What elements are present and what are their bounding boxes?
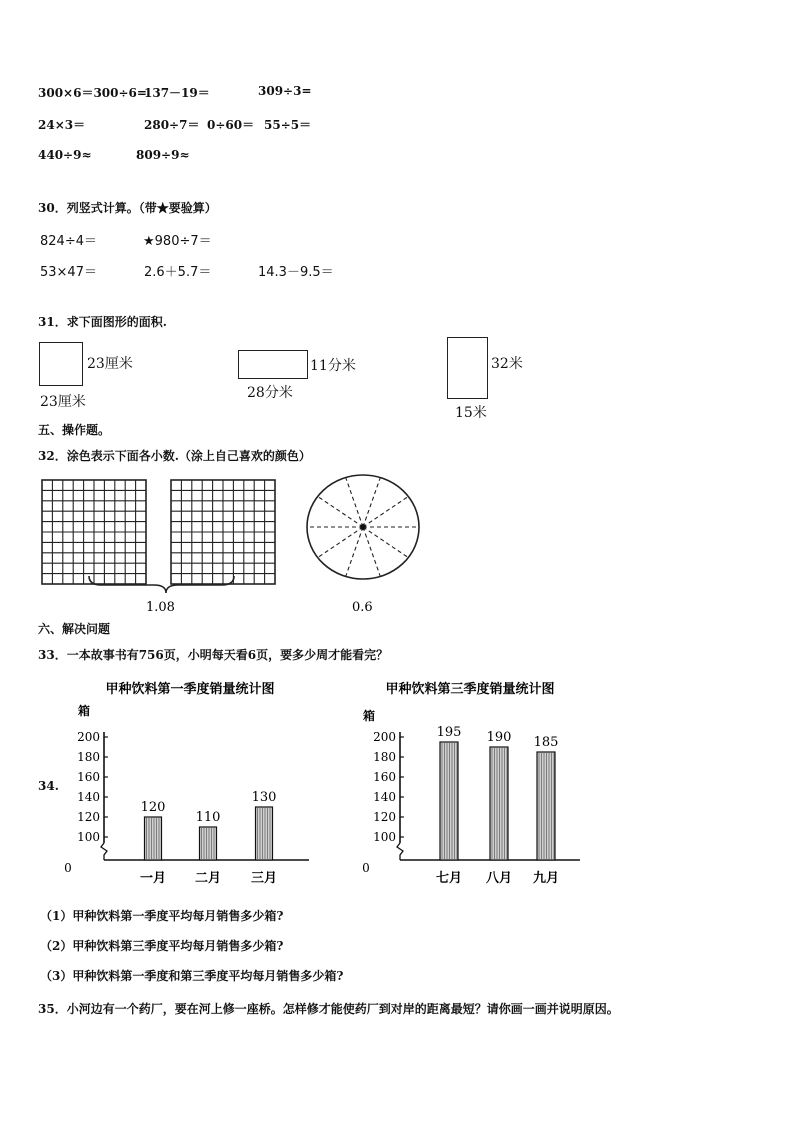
y-axis-label: 箱 — [363, 709, 376, 723]
section-6-heading: 六、解决问题 — [38, 622, 111, 636]
grid-label: 1.08 — [146, 600, 175, 615]
calc-item: 0÷60＝ — [207, 118, 255, 132]
calc-item: ★980÷7＝ — [143, 234, 212, 249]
bar-value-label: 130 — [251, 790, 277, 805]
y-zero-label: 0 — [64, 861, 72, 875]
square-bottom-label: 23厘米 — [40, 394, 86, 410]
question-34-number: 34. — [38, 779, 59, 793]
x-tick-label: 七月 — [435, 871, 463, 886]
calc-item: 55÷5＝ — [264, 118, 312, 132]
x-tick-label: 八月 — [485, 871, 513, 886]
y-tick-label: 120 — [373, 810, 396, 824]
square-side-label: 23厘米 — [87, 356, 133, 372]
y-zero-label: 0 — [362, 861, 370, 875]
bar — [440, 742, 458, 860]
bar-value-label: 120 — [140, 800, 166, 815]
bar-value-label: 190 — [486, 730, 512, 745]
y-tick-label: 120 — [77, 810, 100, 824]
bar-value-label: 110 — [195, 810, 221, 825]
question-32-title: 32．涂色表示下面各小数.（涂上自己喜欢的颜色） — [38, 449, 311, 463]
calc-item: 2.6＋5.7＝ — [144, 265, 212, 280]
calc-item: 53×47＝ — [40, 265, 97, 280]
chart-q1 — [60, 675, 340, 895]
calc-item: 309÷3= — [258, 84, 312, 98]
bar — [200, 827, 217, 860]
tall-rectangle-side-label: 32米 — [491, 356, 523, 372]
divided-circle[interactable] — [307, 475, 419, 579]
x-tick-label: 九月 — [532, 871, 560, 886]
tall-rectangle-shape — [447, 337, 488, 399]
chart-title: 甲种饮料第一季度销量统计图 — [105, 682, 275, 697]
rectangle-shape — [238, 350, 308, 379]
hundred-grid-2[interactable] — [171, 480, 275, 584]
hundred-grid-1[interactable] — [42, 480, 146, 584]
chart-q3 — [358, 675, 638, 895]
decimal-figures — [36, 472, 436, 617]
section-5-heading: 五、操作题。 — [38, 423, 111, 437]
y-tick-label: 140 — [77, 790, 100, 804]
calc-item: 280÷7＝ — [144, 118, 200, 132]
circle-label: 0.6 — [352, 600, 373, 615]
calc-item: 440÷9≈ — [38, 148, 92, 162]
tall-rectangle-bottom-label: 15米 — [455, 405, 487, 421]
y-tick-label: 100 — [373, 830, 396, 844]
question-30-title: 30．列竖式计算。（带★要验算） — [38, 201, 217, 215]
question-34-sub3: （3）甲种饮料第一季度和第三季度平均每月销售多少箱? — [40, 969, 344, 983]
calc-item: 809÷9≈ — [136, 148, 190, 162]
x-tick-label: 三月 — [250, 871, 278, 886]
y-tick-label: 200 — [77, 730, 100, 744]
x-tick-label: 一月 — [139, 871, 167, 886]
y-tick-label: 200 — [373, 730, 396, 744]
calc-item: 824÷4＝ — [40, 234, 97, 249]
y-tick-label: 160 — [77, 770, 100, 784]
bar — [490, 747, 508, 860]
calc-item: 300×6＝300÷6= — [38, 86, 147, 100]
calc-item: 24×3＝ — [38, 118, 86, 132]
y-tick-label: 180 — [373, 750, 396, 764]
rectangle-side-label: 11分米 — [310, 358, 356, 374]
bar-value-label: 185 — [533, 735, 559, 750]
y-tick-label: 160 — [373, 770, 396, 784]
bar — [145, 817, 162, 860]
rectangle-bottom-label: 28分米 — [247, 385, 293, 401]
calc-item: 14.3－9.5＝ — [258, 265, 334, 280]
square-shape — [39, 342, 83, 386]
bar-value-label: 195 — [436, 725, 462, 740]
y-tick-label: 140 — [373, 790, 396, 804]
question-33: 33．一本故事书有756页，小明每天看6页，要多少周才能看完？ — [38, 648, 389, 662]
question-31-title: 31．求下面图形的面积. — [38, 315, 167, 329]
y-tick-label: 100 — [77, 830, 100, 844]
bar — [256, 807, 273, 860]
y-tick-label: 180 — [77, 750, 100, 764]
y-axis-label: 箱 — [78, 704, 91, 718]
bar — [537, 752, 555, 860]
x-tick-label: 二月 — [194, 871, 222, 886]
question-34-sub1: （1）甲种饮料第一季度平均每月销售多少箱? — [40, 909, 284, 923]
calc-item: 137－19＝ — [144, 86, 210, 100]
question-34-sub2: （2）甲种饮料第三季度平均每月销售多少箱? — [40, 939, 284, 953]
chart-title: 甲种饮料第三季度销量统计图 — [385, 682, 555, 697]
question-35: 35．小河边有一个药厂，要在河上修一座桥。怎样修才能使药厂到对岸的距离最短？请你画一画并说明原因。 — [38, 1002, 619, 1016]
